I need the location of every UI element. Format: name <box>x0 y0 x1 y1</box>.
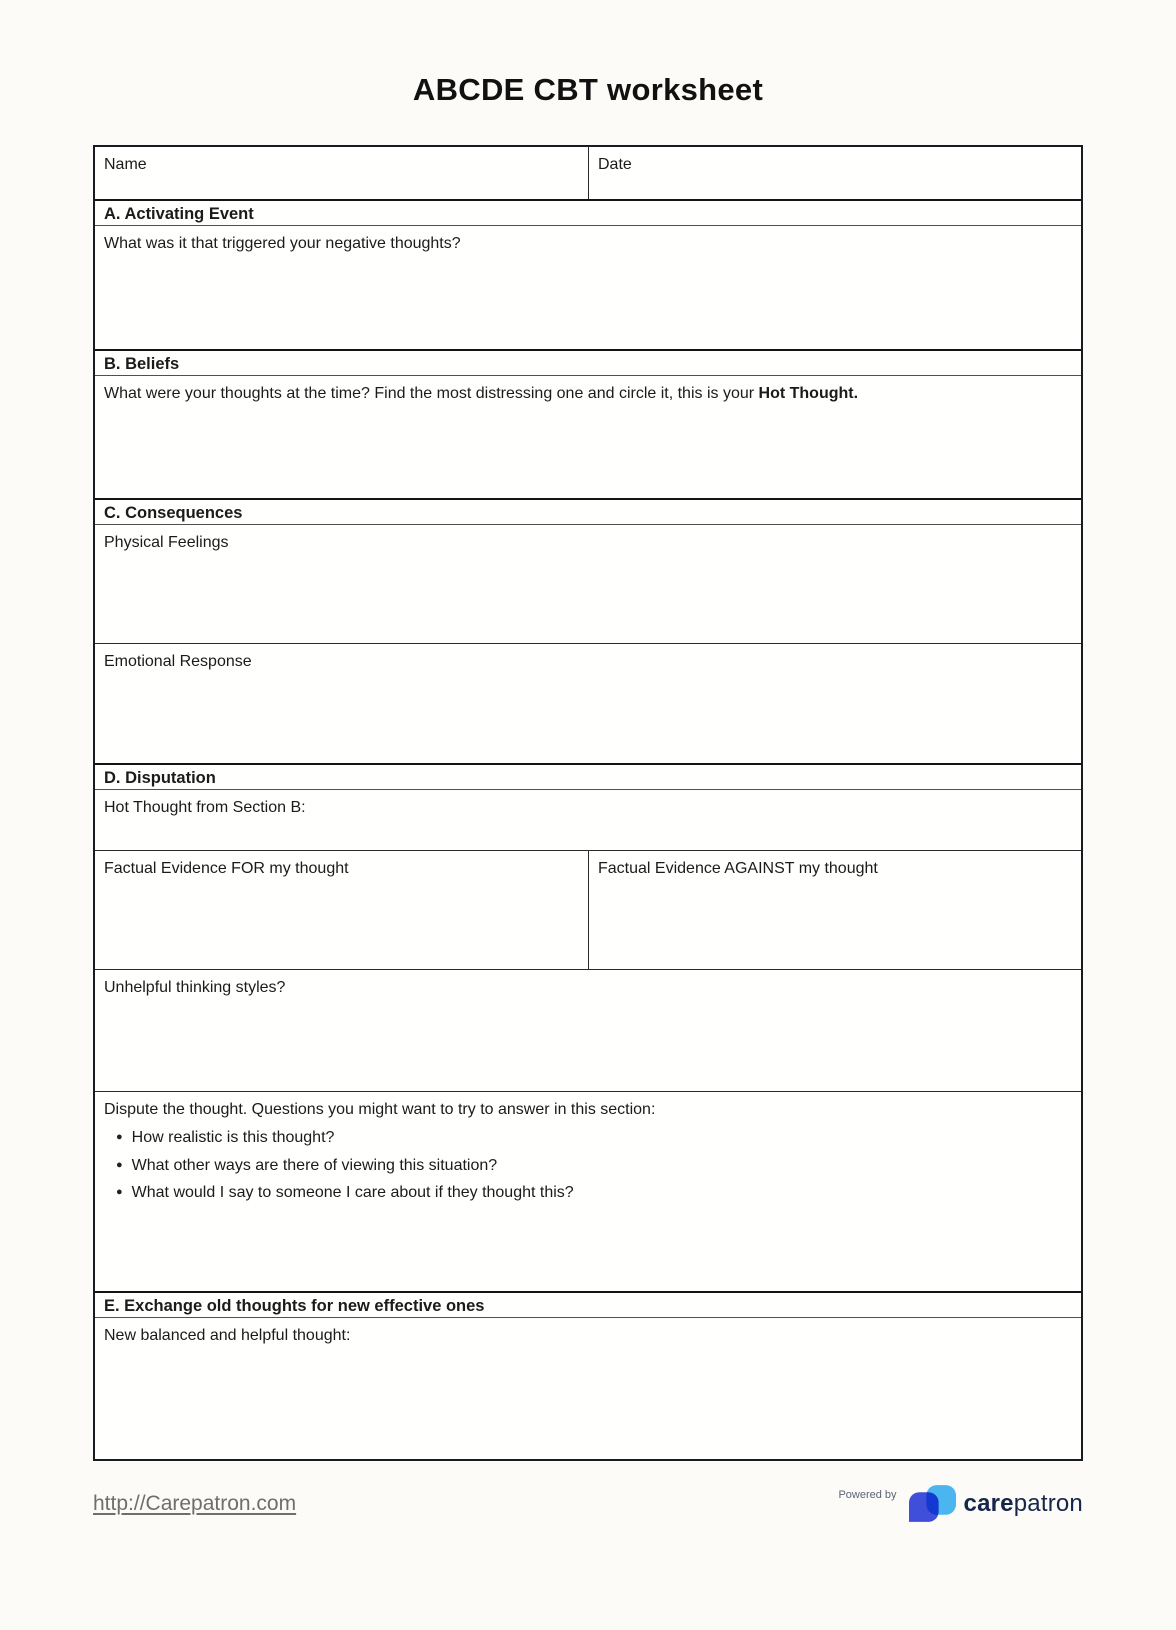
hot-thought-emphasis: Hot Thought. <box>758 385 859 402</box>
thinking-styles-label: Unhelpful thinking styles? <box>104 979 286 996</box>
list-item: ● How realistic is this thought? <box>116 1129 335 1146</box>
name-label: Name <box>104 156 147 173</box>
dispute-input[interactable] <box>95 1091 1081 1291</box>
emotional-response-label: Emotional Response <box>104 653 252 670</box>
section-b-input[interactable] <box>95 376 1081 498</box>
emotional-response-input[interactable] <box>95 643 1081 763</box>
carepatron-link[interactable]: http://Carepatron.com <box>93 1491 297 1515</box>
list-item: ● What other ways are there of viewing this situation? <box>116 1156 498 1174</box>
evidence-for-label: Factual Evidence FOR my thought <box>104 860 349 877</box>
section-c-header: C. Consequences <box>95 498 1081 525</box>
evidence-for-input[interactable] <box>95 851 588 969</box>
section-b-prompt: What were your thoughts at the time? Find the most distressing one and circle it, this is your Hot Thought. <box>104 385 859 402</box>
section-e-header: E. Exchange old thoughts for new effective ones <box>95 1291 1081 1318</box>
evidence-row <box>95 850 1081 969</box>
evidence-against-input[interactable] <box>588 851 1081 969</box>
name-field[interactable] <box>95 147 588 199</box>
dispute-question-list <box>104 1124 1072 1207</box>
section-a-input[interactable] <box>95 226 1081 349</box>
physical-feelings-label: Physical Feelings <box>104 534 229 551</box>
section-e-prompt: New balanced and helpful thought: <box>104 1327 351 1344</box>
list-item: ● What would I say to someone I care about if they thought this? <box>116 1184 574 1201</box>
hot-thought-input[interactable] <box>95 790 1081 850</box>
bullet-icon: ● <box>116 1131 123 1143</box>
page-footer <box>93 1485 1083 1522</box>
carepatron-logo-icon <box>909 1485 956 1522</box>
bullet-icon: ● <box>116 1158 123 1171</box>
section-b-header: B. Beliefs <box>95 349 1081 376</box>
section-a-prompt: What was it that triggered your negative thoughts? <box>104 235 461 252</box>
bullet-icon: ● <box>116 1186 123 1198</box>
evidence-against-label: Factual Evidence AGAINST my thought <box>598 860 878 877</box>
dispute-intro: Dispute the thought. Questions you might want to try to answer in this section: <box>104 1101 656 1118</box>
section-e-input[interactable] <box>95 1318 1081 1459</box>
carepatron-wordmark: carepatron <box>963 1489 1083 1517</box>
thinking-styles-input[interactable] <box>95 969 1081 1091</box>
date-field[interactable] <box>588 147 1081 199</box>
page-title: ABCDE CBT worksheet <box>412 72 764 107</box>
physical-feelings-input[interactable] <box>95 525 1081 643</box>
worksheet-table <box>93 145 1083 1461</box>
section-a-header: A. Activating Event <box>95 199 1081 226</box>
powered-by-block <box>838 1485 1083 1522</box>
section-d-header: D. Disputation <box>95 763 1081 790</box>
date-label: Date <box>598 156 632 173</box>
hot-thought-label: Hot Thought from Section B: <box>104 799 306 816</box>
name-date-row <box>95 147 1081 199</box>
powered-by-label: Powered by <box>838 1488 897 1501</box>
